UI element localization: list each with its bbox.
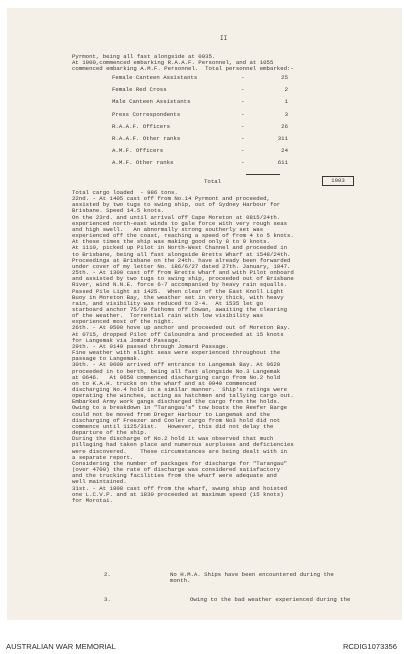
page-number: II [220, 35, 228, 42]
personnel-value: 2 [284, 86, 288, 94]
total-rule [246, 174, 280, 175]
para3-text: Owing to the bad weather experienced during the [190, 596, 351, 603]
personnel-value: 611 [277, 159, 288, 167]
personnel-row [72, 98, 392, 106]
personnel-dash: - [241, 159, 245, 167]
personnel-row [72, 123, 392, 131]
personnel-row [72, 74, 392, 82]
intro-paragraph: Pyrmont, being all fast alongside at 0935. At 1000,commenced embarking R.A.A.F. Personnel, and at 1055 commenced embarking A.M.F. Personnel. Total personnel embarked:- [72, 53, 294, 73]
personnel-row [72, 86, 392, 94]
personnel-dash: - [241, 86, 245, 94]
personnel-label: R.A.A.F. Officers [112, 122, 171, 130]
personnel-row [72, 111, 392, 119]
personnel-dash: - [241, 135, 245, 142]
para3-number: 3. [104, 596, 111, 603]
personnel-value: 1 [284, 98, 288, 106]
personnel-value: 311 [277, 135, 288, 142]
personnel-label: R.A.A.F. Other ranks [112, 135, 181, 142]
personnel-value: 3 [284, 110, 288, 118]
footer-source: AUSTRALIAN WAR MEMORIAL [6, 642, 116, 651]
personnel-label: A.M.F. Officers [112, 147, 164, 155]
personnel-label: Male Canteen Assistants [112, 98, 191, 106]
personnel-value: 25 [281, 74, 288, 81]
total-value: 1003 [322, 176, 354, 186]
personnel-value: 26 [281, 122, 288, 130]
personnel-label: Press Correspondents [112, 110, 181, 118]
personnel-row [72, 159, 392, 167]
personnel-value: 24 [281, 147, 288, 155]
personnel-dash: - [241, 110, 245, 118]
personnel-row [72, 135, 392, 143]
personnel-label: A.M.F. Other ranks [112, 159, 174, 167]
personnel-label: Female Canteen Assistants [112, 74, 198, 81]
personnel-dash: - [241, 74, 245, 81]
personnel-dash: - [241, 147, 245, 155]
personnel-dash: - [241, 98, 245, 106]
footer-record-id: RCDIG1073356 [342, 642, 397, 651]
personnel-label: Female Red Cross [112, 86, 167, 94]
body-text: Total cargo loaded - 986 tons. 22nd. - At 1405 cast off from No.14 Pyrmont and proceeded, assisted by two tugs to swing ship, out of Sydney Harbour for Brisbane. Speed 14.5 knots. On the 23rd. and until arrival off Cape Moreton at 0815/24th. experienced north-east winds to gale force with very rough seas and high swell. An abnormally strong southerly set was experienced off the coast, reaching a speed of from 4 to 5 knots. At these times the ship was making good only 8 to 9 knots. At 1110, picked up Pilot in North-West Channel and proceeded in to Brisbane, being all fast alongside Bretts Wharf at 1548/24th. Proceedings at Brisbane on the 24th. have already been forwarded under cover of my letter No. 186/6/27 dated 27th. January, 1947. 25th. - At 1300 cast off from Bretts Wharf and with Pilot onboard and assisted by two tugs to swing ship, proceeded out of Brisbane River, wind N.N.E. force 6-7 accompanied by heavy rain squalls. Passed Pile Light at 1425. When clear of the East Knoll Light Buoy in Moreton Bay, the weather set in very thick, with heavy rain, and visibility was reduced to 2-4. At 1535 let go starboard anchor 75/19 fathoms off Cowan, awaiting the clearing of the weather. Torrential rain with low visibility was experienced most of the night. 26th. - At 0500 hove up anchor and proceeded out of Moreton Bay. At 0715, dropped Pilot off Caloundra and proceeded at 15 knots for Langemak via Jomard Passage. 29th. - At 0149 passed through Jomard Passage. Fine weather with slight seas were experienced throughout the passage to Langemak. 30th. - At 0600 arrived off entrance to Langemak Bay. At 0620 proceeded in to berth, being all fast alongside No.3 Langemak at 0646. At 0650 commenced discharging cargo from No.2 hold on to K.A.H. trucks on the wharf and at 0940 commenced discharging No.4 hold in a similar manner. Ship's ratings were operating the winches, acting as hatchmen and tallying cargo out. Embarked Army work gangs discharged the cargo from the holds. Owing to a breakdown in "Tarangau's" tow boats the Reefer Barge could not be moved from Dreger Harbour to Langemak and the discharging of Freezer and Cooler cargo from No3 hold did not commence until 1125/31st. However, this did not delay the departure of the ship. During the discharge of No.2 hold it was observed that much pillaging had taken place and numerous surpluses and deficiencies were discovered. These circumstances are being dealt with in a separate report. Considering the number of packages for discharge for "Tarangau" (over 4700) the rate of discharge was considered satisfactory and the trucking facilities from the wharf were adequate and well maintained. 31st. - At 1808 cast off from the wharf, swung ship and hoisted one L.C.V.P. and at 1830 proceeded at maximum speed (15 knots) for Morotai. [72, 189, 294, 504]
total-label: Total [204, 178, 222, 185]
para2-text: No H.M.A. Ships have been encountered during the month. [170, 571, 334, 585]
personnel-dash: - [241, 122, 245, 130]
personnel-row [72, 147, 392, 155]
para2-number: 2. [104, 571, 111, 578]
